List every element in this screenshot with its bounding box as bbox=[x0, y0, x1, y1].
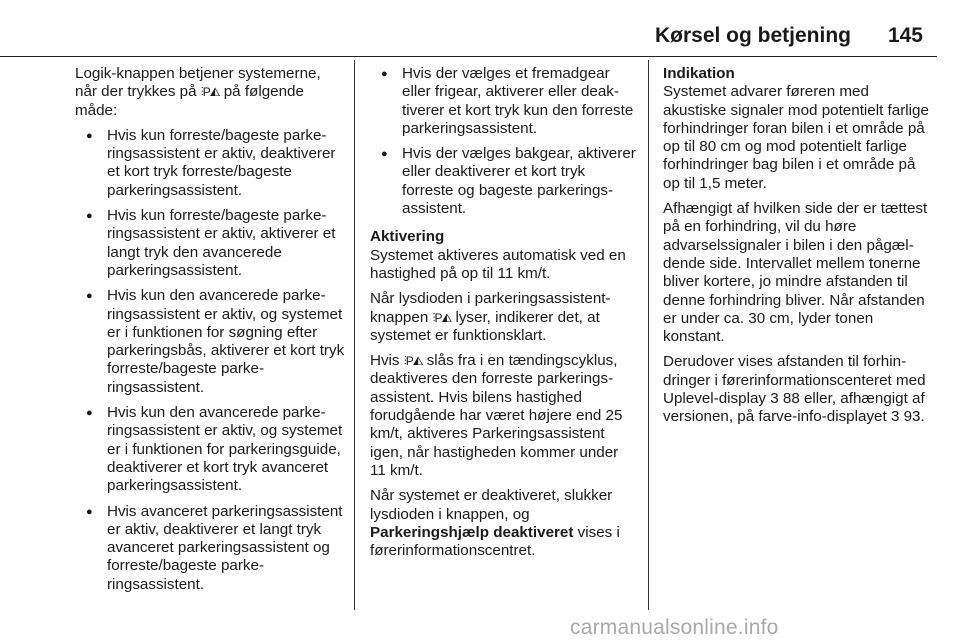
list-item: ● Hvis der vælges et fremadgear eller frigear, aktiverer eller deaktiverer et kort tryk kun den forreste parkeringsassistent. bbox=[370, 65, 638, 138]
page-title: Kørsel og betjening bbox=[654, 24, 851, 47]
column-middle bbox=[370, 65, 638, 567]
display-message: Parkeringshjælp deaktiveret bbox=[370, 523, 574, 541]
page-reference-link[interactable]: 3 93 bbox=[890, 408, 921, 426]
column-right bbox=[663, 65, 931, 434]
section-heading-activation: Aktivering bbox=[370, 228, 445, 246]
park-assist-button-icon: ⫶P◭ bbox=[432, 310, 452, 325]
page-header bbox=[0, 22, 937, 57]
page-number: 145 bbox=[887, 24, 923, 47]
paragraph: Afhængigt af hvilken side der er tættest på en forhindring, vil du høre advarselssignaler i bilen i den pågældende side. Intervallet mellem tonerne bliver kortere, jo mindre afstanden til denne forhindring bliver. Når afstanden er under ca. 30 cm, lyder tonen konstant. bbox=[663, 200, 928, 346]
list-item: ● Hvis kun den avancerede parkeringsassistent er aktiv, og systemet er i funktionen for søgning efter parkeringsbås, aktiverer et kort tryk forreste/bageste parkeringsassistent. bbox=[75, 287, 345, 397]
list-item: ● Hvis der vælges bakgear, aktiverer eller deaktiverer et kort tryk forreste og bageste parkeringsassistent. bbox=[370, 145, 638, 218]
intro-paragraph: Logik-knappen betjener systemerne, når der trykkes på ⫶P◭ på følgende måde: bbox=[75, 65, 321, 119]
list-item: ● Hvis kun den avancerede parkeringsassistent er aktiv, og systemet er i funktionen for parkeringsguide, deaktiverer et kort tryk avanceret parkeringsassistent. bbox=[75, 404, 345, 495]
list-item: ● Hvis avanceret parkeringsassistent er aktiv, deaktiverer et langt tryk avanceret parkeringsassistent og forreste/bageste parkeringsassistent. bbox=[75, 503, 345, 594]
paragraph: Når lysdioden i parkeringsassistentknappen ⫶P◭ lyser, indikerer det, at systemet er funktionsklart. bbox=[370, 290, 611, 344]
paragraph: Systemet advarer føreren med akustiske signaler mod potentielt farlige forhindringer foran bilen i et område på op til 80 cm og mod potentielt farlige forhindringer bag bilen i et område på op til 1,5 meter. bbox=[663, 83, 929, 192]
watermark: carmanualsonline.info bbox=[570, 616, 779, 639]
page-reference-link[interactable]: 3 88 bbox=[770, 390, 800, 408]
logic-button-list bbox=[75, 127, 345, 594]
paragraph: Systemet aktiveres automatisk ved en hastighed på op til 11 km/t. bbox=[370, 246, 626, 282]
park-assist-button-icon: ⫶P◭ bbox=[200, 85, 220, 100]
section-heading-indication: Indikation bbox=[663, 65, 735, 82]
gear-list bbox=[370, 65, 638, 218]
list-item: ● Hvis kun forreste/bageste parkeringsassistent er aktiv, aktiverer et langt tryk den avancerede parkeringsassistent. bbox=[75, 207, 345, 280]
park-assist-button-icon: ⫶P◭ bbox=[403, 354, 423, 369]
column-divider bbox=[354, 60, 355, 610]
column-divider bbox=[648, 60, 649, 610]
paragraph: Når systemet er deaktiveret, slukker lysdioden i knappen, og Parkeringshjælp deaktiveret vises i førerinformationscentret. bbox=[370, 487, 620, 560]
paragraph: Hvis ⫶P◭ slås fra i en tændingscyklus, deaktiveres den forreste parkeringsassistent. Hvis bilens hastighed forudgående har været højere end 25 km/t, aktiveres Parkeringsassistent igen, når hastigheden kommer under 11 km/t. bbox=[370, 352, 623, 479]
list-item: ● Hvis kun forreste/bageste parkeringsassistent er aktiv, deaktiverer et kort tryk forreste/bageste parkeringsassistent. bbox=[75, 127, 345, 200]
column-left bbox=[75, 65, 345, 601]
paragraph: Derudover vises afstanden til forhindringer i førerinformationscenteret med Uplevel-display 3 88 eller, afhængigt af versionen, på farve-info-displayet 3 93. bbox=[663, 353, 926, 426]
